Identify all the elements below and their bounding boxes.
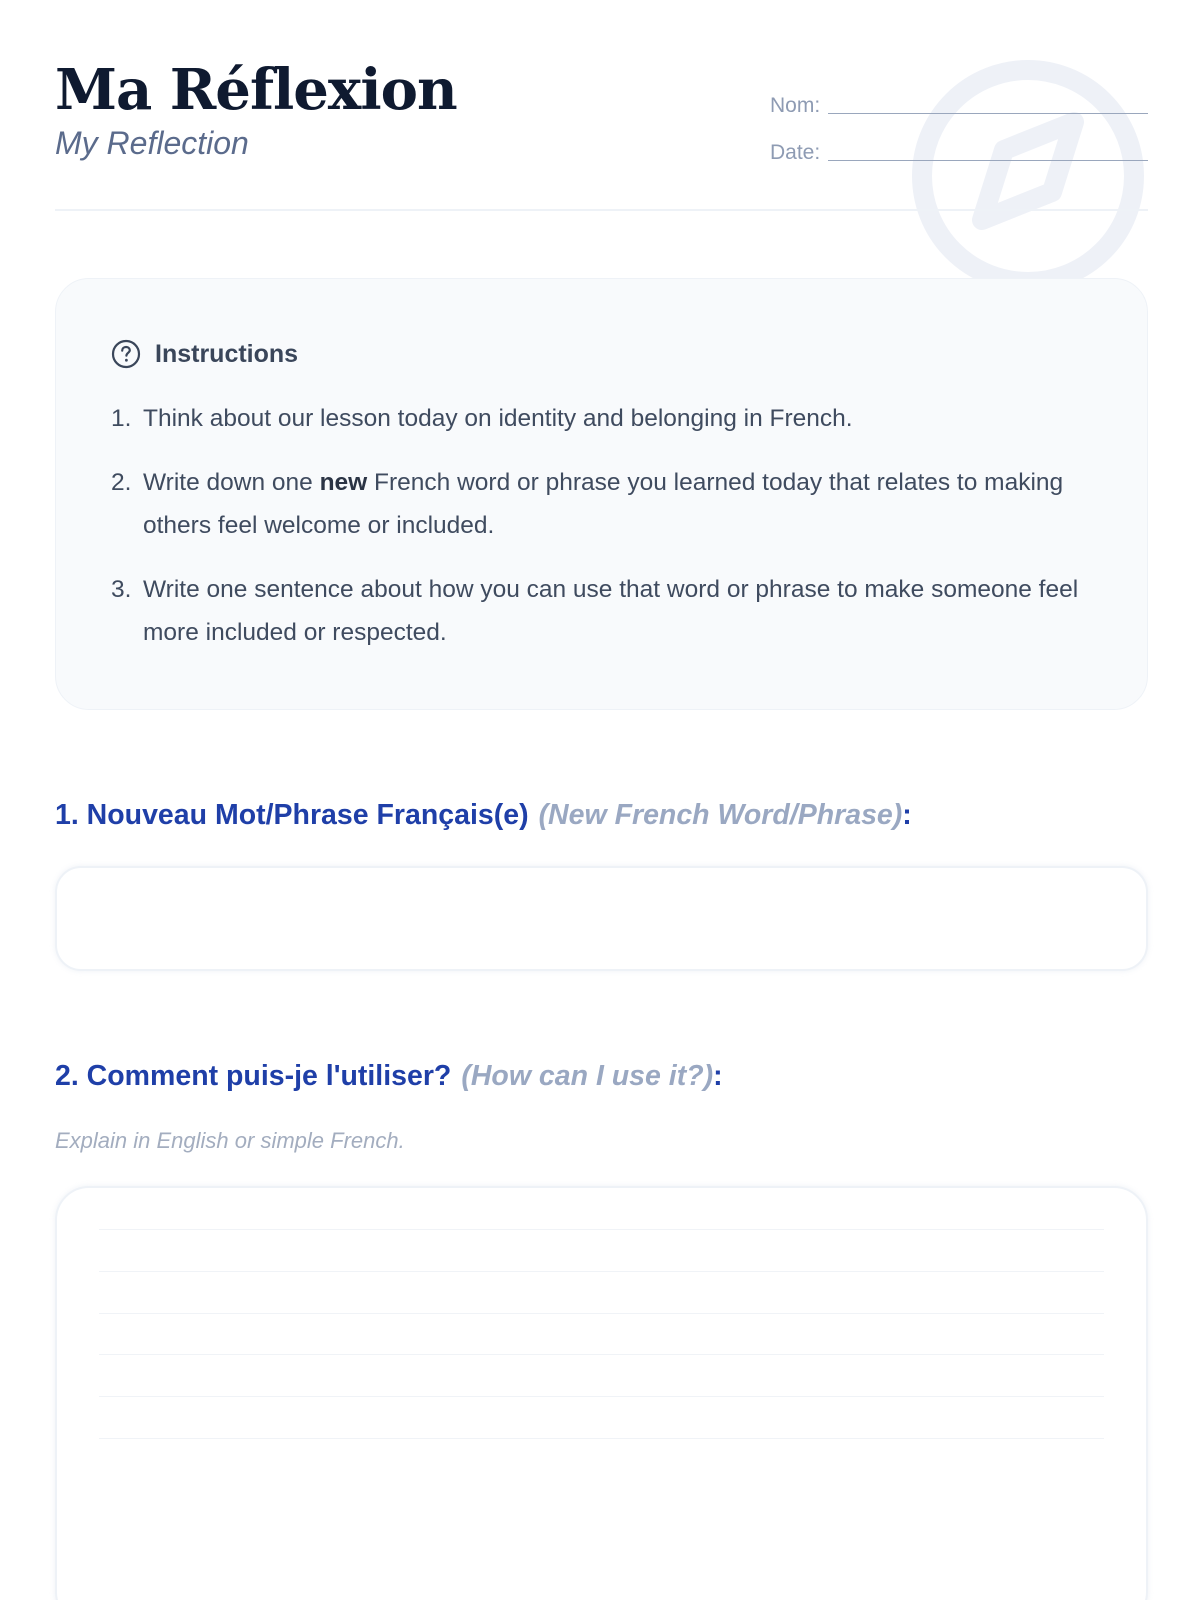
- instruction-number: 3.: [111, 576, 132, 603]
- question-1-english: (New French Word/Phrase): [538, 799, 903, 831]
- date-field[interactable]: [770, 135, 1148, 165]
- page-subtitle: My Reflection: [55, 125, 249, 161]
- writing-line: [99, 1354, 1104, 1355]
- instruction-text: [143, 461, 1111, 547]
- instruction-number: 1.: [111, 405, 132, 432]
- instruction-text: Think about our lesson today on identity and belonging in French.: [143, 405, 853, 432]
- instruction-item: [111, 461, 1111, 547]
- question-2-heading: [55, 1058, 723, 1094]
- question-2-french: 2. Comment puis-je l'utiliser?: [55, 1060, 452, 1092]
- writing-line: [99, 1438, 1104, 1439]
- date-label: Date:: [770, 141, 821, 164]
- new-word-answer-box[interactable]: [55, 866, 1148, 971]
- writing-line: [99, 1396, 1104, 1397]
- usage-answer-box[interactable]: [55, 1186, 1148, 1600]
- question-2-colon: :: [713, 1060, 723, 1092]
- question-2-english: (How can I use it?): [461, 1060, 714, 1092]
- instructions-list: [111, 397, 1111, 675]
- instruction-emphasis: new: [319, 469, 368, 496]
- writing-line: [99, 1271, 1104, 1272]
- name-field[interactable]: [770, 88, 1148, 118]
- writing-line: [99, 1229, 1104, 1230]
- writing-line: [99, 1313, 1104, 1314]
- page-title: Ma Réflexion: [55, 57, 457, 123]
- instructions-title: Instructions: [155, 339, 299, 368]
- instruction-text: Write one sentence about how you can use that word or phrase to make someone feel more included or respected.: [143, 576, 1079, 646]
- date-line[interactable]: [828, 160, 1148, 161]
- question-1-french: 1. Nouveau Mot/Phrase Français(e): [55, 799, 529, 831]
- name-label: Nom:: [770, 94, 821, 117]
- question-circle-icon: [111, 339, 141, 369]
- instruction-text-end: French word or phrase you learned today that relates to making others feel welcome or included.: [143, 469, 1064, 539]
- instruction-number: 2.: [111, 469, 132, 496]
- question-1-heading: [55, 797, 912, 833]
- instructions-header: [111, 339, 298, 369]
- instructions-card: [55, 278, 1148, 710]
- instruction-text-start: Write down one: [143, 469, 320, 496]
- question-1-colon: :: [902, 799, 912, 831]
- instruction-item: [111, 397, 1111, 440]
- name-line[interactable]: [828, 113, 1148, 114]
- question-2-hint: Explain in English or simple French.: [55, 1128, 405, 1153]
- worksheet-header: [55, 0, 1148, 211]
- instruction-item: [111, 568, 1111, 654]
